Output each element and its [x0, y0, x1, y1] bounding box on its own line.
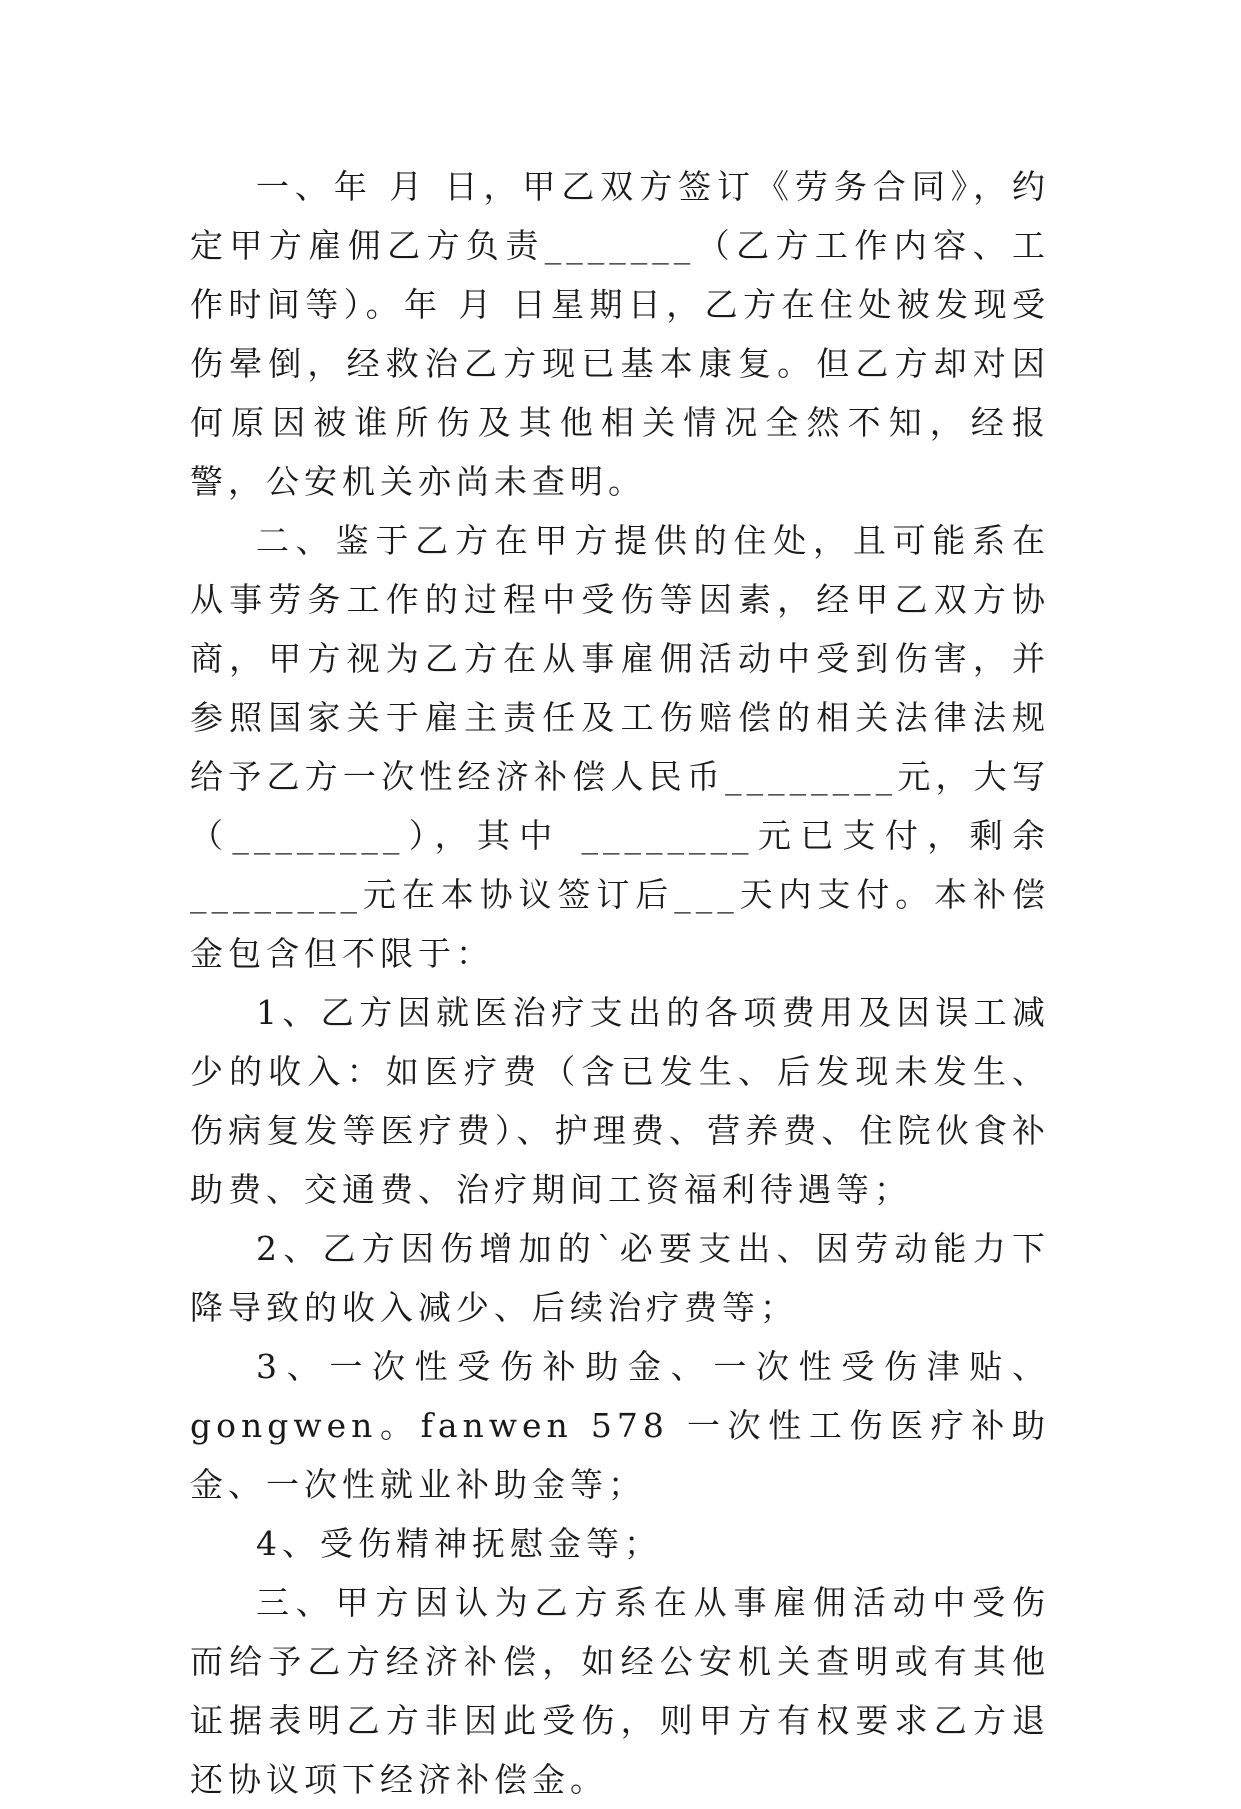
- paragraph-2: 二、鉴于乙方在甲方提供的住处，且可能系在从事劳务工作的过程中受伤等因素，经甲乙双方协商，甲方视为乙方在从事雇佣活动中受到伤害，并参照国家关于雇主责任及工伤赔偿的相关法律法规给予乙方一次性经济补偿人民币________元，大写（________），其中 ________元已支付，剩余________元在本协议签订后___天内支付。本补偿金包含但不限于：: [190, 521, 1050, 973]
- paragraph-item-4: 4、受伤精神抚慰金等；: [256, 1524, 662, 1563]
- document-body: [190, 157, 1050, 1809]
- paragraph-item-3: 3、一次性受伤补助金、一次性受伤津贴、gongwen。fanwen 578 一次性工伤医疗补助金、一次性就业补助金等；: [190, 1347, 1050, 1504]
- paragraph-3: 三、甲方因认为乙方系在从事雇佣活动中受伤而给予乙方经济补偿，如经公安机关查明或有其他证据表明乙方非因此受伤，则甲方有权要求乙方退还协议项下经济补偿金。: [190, 1583, 1050, 1799]
- paragraph-item-2: 2、乙方因伤增加的`必要支出、因劳动能力下降导致的收入减少、后续治疗费等；: [190, 1229, 1050, 1327]
- paragraph-1: 一、年 月 日，甲乙双方签订《劳务合同》，约定甲方雇佣乙方负责_______（乙方工作内容、工作时间等）。年 月 日星期日，乙方在住处被发现受伤晕倒，经救治乙方现已基本康复。但乙方却对因何原因被谁所伤及其他相关情况全然不知，经报警，公安机关亦尚未查明。: [190, 167, 1050, 501]
- paragraph-item-1: 1、乙方因就医治疗支出的各项费用及因误工减少的收入：如医疗费（含已发生、后发现未发生、伤病复发等医疗费）、护理费、营养费、住院伙食补助费、交通费、治疗期间工资福利待遇等；: [190, 993, 1050, 1209]
